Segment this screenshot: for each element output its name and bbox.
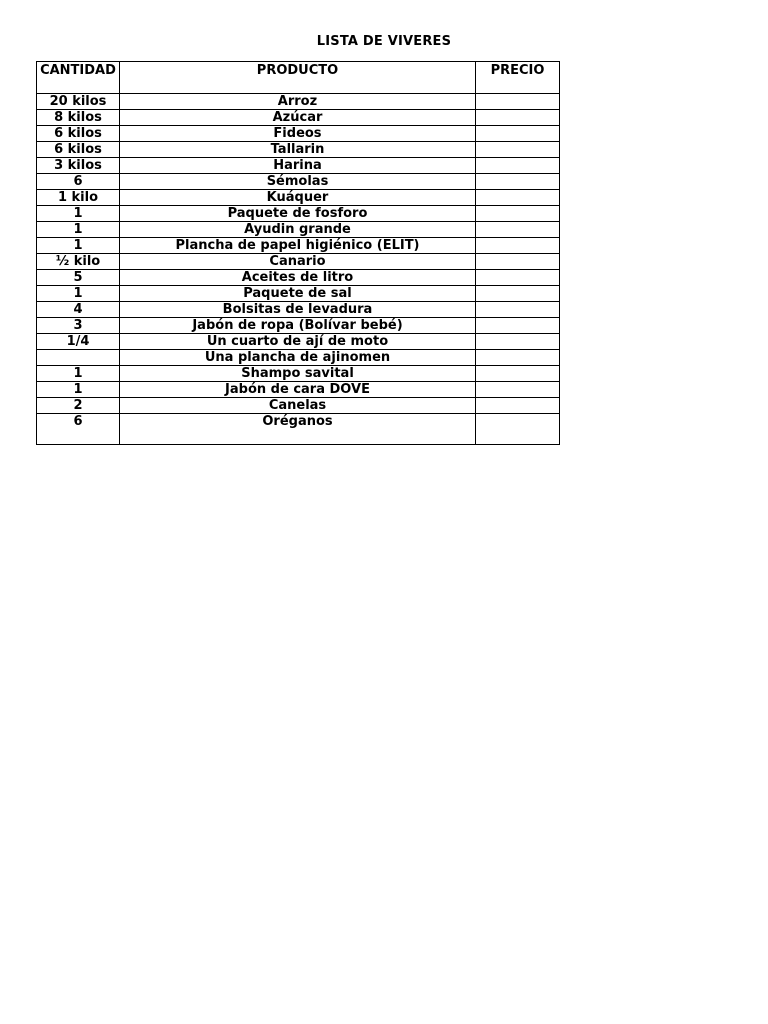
- table-row: [37, 238, 560, 254]
- cell-quantity: 1: [37, 366, 120, 382]
- cell-quantity: 6 kilos: [37, 126, 120, 142]
- cell-price: [476, 190, 560, 206]
- table-row: [37, 190, 560, 206]
- cell-quantity: 1 kilo: [37, 190, 120, 206]
- cell-price: [476, 350, 560, 366]
- cell-quantity: 6: [37, 174, 120, 190]
- cell-price: [476, 366, 560, 382]
- cell-quantity: 3 kilos: [37, 158, 120, 174]
- cell-product: Oréganos: [120, 414, 476, 445]
- cell-quantity: 6 kilos: [37, 142, 120, 158]
- cell-quantity: [37, 350, 120, 366]
- cell-price: [476, 174, 560, 190]
- table-row: [37, 398, 560, 414]
- cell-price: [476, 334, 560, 350]
- cell-product: Fideos: [120, 126, 476, 142]
- table-row: [37, 334, 560, 350]
- cell-product: Una plancha de ajinomen: [120, 350, 476, 366]
- cell-quantity: 1: [37, 286, 120, 302]
- table-row: [37, 174, 560, 190]
- table-row: [37, 126, 560, 142]
- table-row: [37, 270, 560, 286]
- cell-product: Paquete de fosforo: [120, 206, 476, 222]
- table-row: [37, 382, 560, 398]
- cell-quantity: 20 kilos: [37, 94, 120, 110]
- cell-quantity: 1/4: [37, 334, 120, 350]
- table-row: [37, 254, 560, 270]
- cell-price: [476, 398, 560, 414]
- cell-product: Un cuarto de ají de moto: [120, 334, 476, 350]
- cell-price: [476, 222, 560, 238]
- table-row: [37, 414, 560, 445]
- table-row: [37, 286, 560, 302]
- cell-quantity: 6: [37, 414, 120, 445]
- table-row: [37, 94, 560, 110]
- table-row: [37, 142, 560, 158]
- cell-quantity: 3: [37, 318, 120, 334]
- cell-quantity: ½ kilo: [37, 254, 120, 270]
- table-row: [37, 366, 560, 382]
- cell-price: [476, 382, 560, 398]
- cell-price: [476, 238, 560, 254]
- cell-product: Sémolas: [120, 174, 476, 190]
- cell-product: Paquete de sal: [120, 286, 476, 302]
- cell-quantity: 1: [37, 382, 120, 398]
- cell-price: [476, 270, 560, 286]
- table-row: [37, 222, 560, 238]
- cell-quantity: 1: [37, 238, 120, 254]
- cell-product: Tallarin: [120, 142, 476, 158]
- cell-quantity: 5: [37, 270, 120, 286]
- table-row: [37, 318, 560, 334]
- cell-price: [476, 286, 560, 302]
- table-row: [37, 350, 560, 366]
- table-body: [37, 94, 560, 445]
- table-row: [37, 158, 560, 174]
- cell-price: [476, 110, 560, 126]
- cell-quantity: 2: [37, 398, 120, 414]
- table-row: [37, 110, 560, 126]
- cell-product: Azúcar: [120, 110, 476, 126]
- cell-quantity: 1: [37, 222, 120, 238]
- cell-product: Kuáquer: [120, 190, 476, 206]
- table-row: [37, 302, 560, 318]
- cell-quantity: 8 kilos: [37, 110, 120, 126]
- cell-product: Harina: [120, 158, 476, 174]
- cell-product: Bolsitas de levadura: [120, 302, 476, 318]
- cell-price: [476, 254, 560, 270]
- cell-product: Aceites de litro: [120, 270, 476, 286]
- cell-quantity: 1: [37, 206, 120, 222]
- cell-price: [476, 94, 560, 110]
- cell-product: Plancha de papel higiénico (ELIT): [120, 238, 476, 254]
- table-header-row: [37, 62, 560, 94]
- document-title: LISTA DE VIVERES: [316, 34, 452, 49]
- cell-product: Ayudin grande: [120, 222, 476, 238]
- cell-price: [476, 302, 560, 318]
- header-quantity: CANTIDAD: [37, 62, 120, 94]
- cell-price: [476, 126, 560, 142]
- cell-price: [476, 142, 560, 158]
- header-product: PRODUCTO: [120, 62, 476, 94]
- cell-quantity: 4: [37, 302, 120, 318]
- cell-product: Shampo savital: [120, 366, 476, 382]
- cell-product: Arroz: [120, 94, 476, 110]
- cell-price: [476, 206, 560, 222]
- cell-price: [476, 318, 560, 334]
- groceries-table: [36, 61, 560, 445]
- cell-price: [476, 158, 560, 174]
- header-price: PRECIO: [476, 62, 560, 94]
- cell-product: Canelas: [120, 398, 476, 414]
- cell-product: Jabón de cara DOVE: [120, 382, 476, 398]
- cell-product: Jabón de ropa (Bolívar bebé): [120, 318, 476, 334]
- table-row: [37, 206, 560, 222]
- cell-product: Canario: [120, 254, 476, 270]
- cell-price: [476, 414, 560, 445]
